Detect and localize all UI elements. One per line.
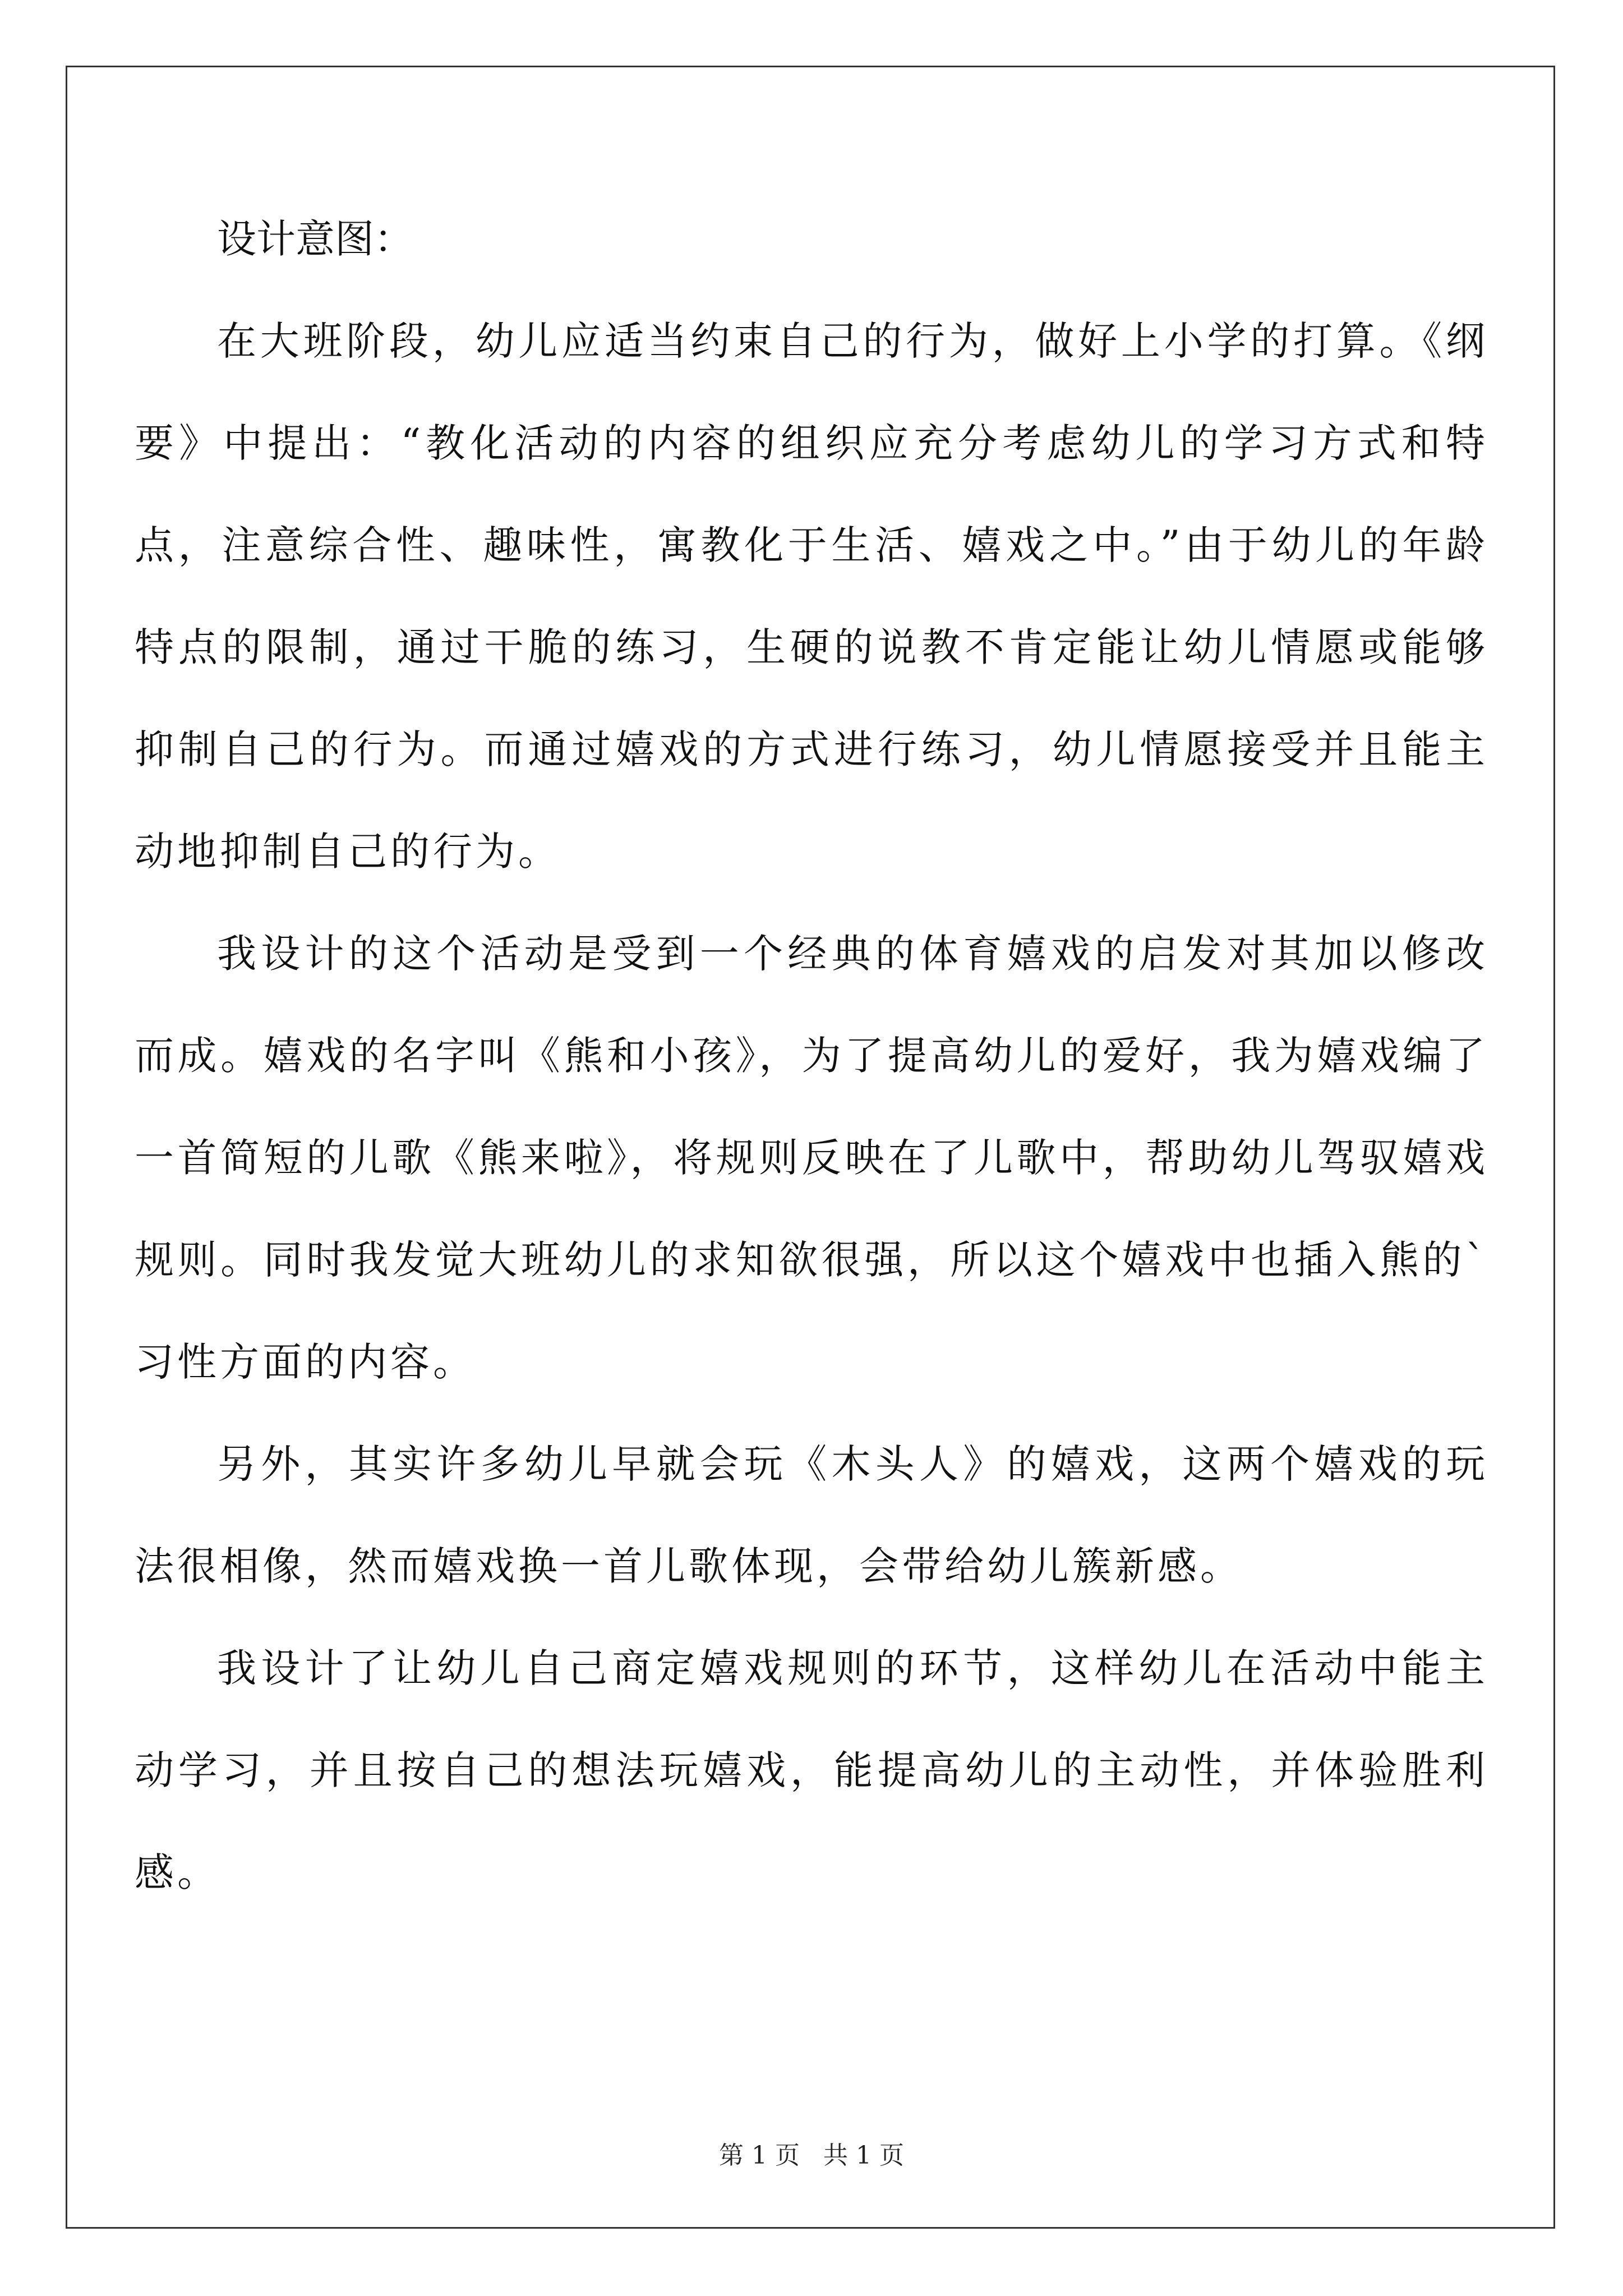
document-body (135, 188, 1488, 1924)
section-heading: 设计意图： (217, 216, 413, 262)
paragraph: 我设计的这个活动是受到一个经典的体育嬉戏的启发对其加以修改而成。嬉戏的名字叫《熊和小孩》，为了提高幼儿的爱好，我为嬉戏编了一首简短的儿歌《熊来啦》，将规则反映在了儿歌中，帮助幼儿驾驭嬉戏规则。同时我发觉大班幼儿的求知欲很强，所以这个嬉戏中也插入熊的`习性方面的内容。 (135, 931, 1488, 1385)
paragraph: 另外，其实许多幼儿早就会玩《木头人》的嬉戏，这两个嬉戏的玩法很相像，然而嬉戏换一首儿歌体现，会带给幼儿簇新感。 (135, 1441, 1488, 1589)
paragraph: 我设计了让幼儿自己商定嬉戏规则的环节，这样幼儿在活动中能主动学习，并且按自己的想法玩嬉戏，能提高幼儿的主动性，并体验胜利感。 (135, 1645, 1488, 1895)
page-number: 第 1 页 共 1 页 (719, 2141, 904, 2170)
paragraph: 在大班阶段，幼儿应适当约束自己的行为，做好上小学的打算。《纲要》中提出：“教化活动的内容的组织应充分考虑幼儿的学习方式和特点，注意综合性、趣味性，寓教化于生活、嬉戏之中。”由于幼儿的年龄特点的限制，通过干脆的练习，生硬的说教不肯定能让幼儿情愿或能够抑制自己的行为。而通过嬉戏的方式进行练习，幼儿情愿接受并且能主动地抑制自己的行为。 (135, 318, 1488, 875)
